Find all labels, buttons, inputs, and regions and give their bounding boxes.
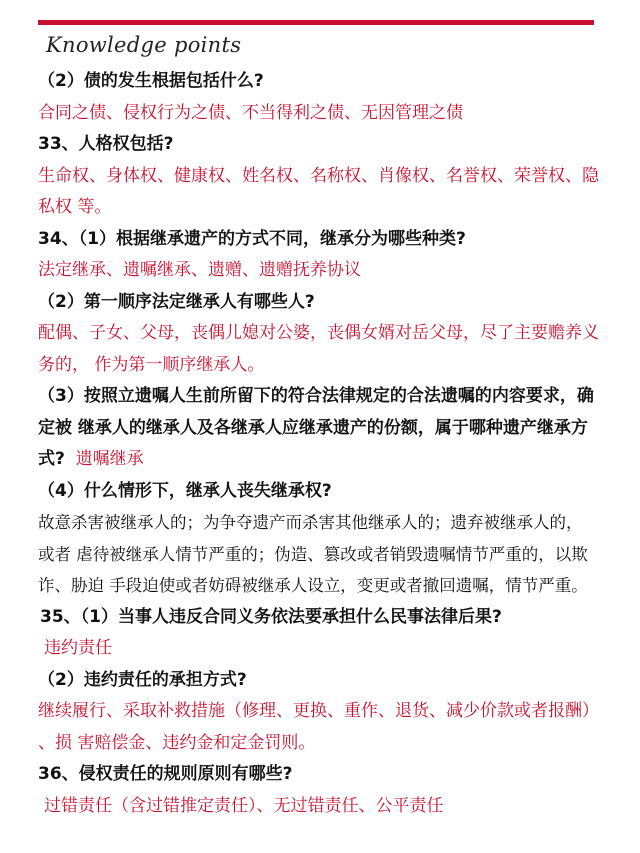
question-line: 定被 继承人的继承人及各继承人应继承遗产的份额，属于哪种遗产继承方 bbox=[38, 417, 588, 438]
question-line: 33、人格权包括? bbox=[38, 134, 174, 154]
answer-line: 私权 等。 bbox=[38, 197, 112, 217]
question-line: 35、（1）当事人违反合同义务依法要承担什么民事法律后果? bbox=[40, 606, 502, 627]
answer-line: 继续履行、采取补救措施（修理、更换、重作、退货、减少价款或者报酬） bbox=[38, 701, 599, 721]
question-line: （3）按照立遗嘱人生前所留下的符合法律规定的合法遗嘱的内容要求，确 bbox=[38, 386, 594, 406]
answer-line: 法定继承、遗嘱继承、遗赠、遗赠抚养协议 bbox=[38, 260, 361, 280]
answer-line: 违约责任 bbox=[44, 638, 112, 658]
text-line: 或者 虐待被继承人情节严重的；伪造、篡改或者销毁遗嘱情节严重的，以欺 bbox=[38, 544, 588, 564]
answer-line: 配偶、子女、父母，丧偶儿媳对公婆，丧偶女婿对岳父母，尽了主要赡养义 bbox=[38, 323, 599, 343]
question-line: （2）债的发生根据包括什么? bbox=[38, 71, 264, 91]
answer-line: 过错责任（含过错推定责任）、无过错责任、公平责任 bbox=[44, 795, 444, 816]
question-line: 34、（1）根据继承遗产的方式不同，继承分为哪些种类? bbox=[38, 228, 466, 249]
question-line: 36、侵权责任的规则原则有哪些? bbox=[38, 764, 293, 784]
answer-line: 生命权、身体权、健康权、姓名权、名称权、肖像权、名誉权、荣誉权、隐 bbox=[38, 165, 599, 186]
question-text: 式? bbox=[38, 449, 65, 469]
question-answer-line bbox=[38, 444, 604, 476]
answer-line: 合同之债、侵权行为之债、不当得利之债、无因管理之债 bbox=[38, 102, 463, 123]
knowledge-list bbox=[38, 66, 604, 822]
text-line: 故意杀害被继承人的；为争夺遗产而杀害其他继承人的；遗弃被继承人的， bbox=[38, 513, 583, 532]
text-line: 诈、胁迫 手段迫使或者妨碍被继承人设立，变更或者撤回遗嘱，情节严重。 bbox=[38, 576, 588, 595]
answer-line: 务的， 作为第一顺序继承人。 bbox=[38, 354, 265, 375]
answer-line: 、损 害赔偿金、违约金和定金罚则。 bbox=[38, 732, 316, 753]
question-line: （2）违约责任的承担方式? bbox=[38, 669, 247, 690]
question-line: （2）第一顺序法定继承人有哪些人? bbox=[38, 291, 315, 312]
page-title: Knowledge points bbox=[46, 33, 242, 57]
question-line: （4）什么情形下，继承人丧失继承权? bbox=[38, 480, 332, 501]
answer-text: 遗嘱继承 bbox=[75, 449, 144, 469]
top-accent-rule bbox=[38, 20, 594, 25]
